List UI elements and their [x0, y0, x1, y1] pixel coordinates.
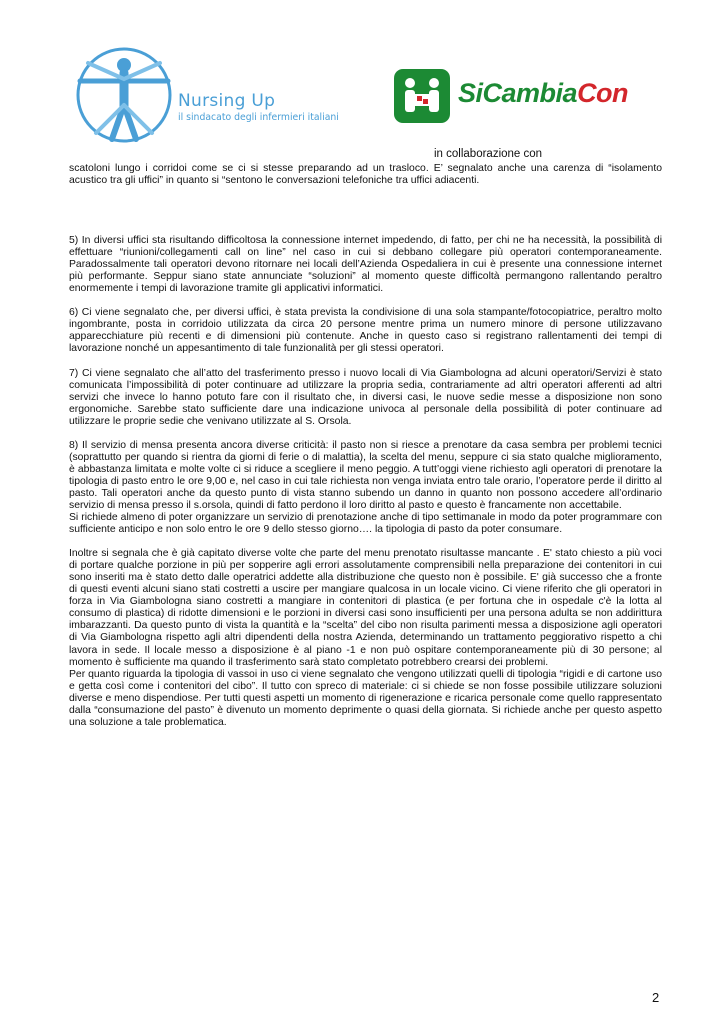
- paragraph-request: Si richiede almeno di poter organizzare un servizio di prenotazione anche di tipo settimanale in modo da poter programmare con sufficiente anticipo e non solo entro le ore 9 dello stesso giorno…. la tipologia di pasto da poter consumare.: [69, 512, 662, 536]
- vitruvian-man-icon: [74, 45, 174, 145]
- paragraph-point-8: 8) Il servizio di mensa presenta ancora diverse criticità: il pasto non si riesce a prenotare da casa sembra per problemi tecnici (soprattutto per quando si rientra da giorni di ferie o di malattia), la scelta del menu, seppure ci sia stato qualche miglioramento, è abbastanza limitata e molte volte ci si riduce a scegliere il meno peggio. A tutt’oggi viene richiesto agli operatori di prenotare la tipologia di pasto entro le ore 9,00 e, nel caso in cui tale richiesta non venga inviata entro tale orario, l’operatore perde il diritto al pasto. Tali operatori anche da questo punto di vista stanno subendo un danno in quanto non possono accedere all’ordinario servizio di mensa presso il s.orsola, quindi di fatto perdono il loro diritto al pasto e questo è francamente non accettabile.: [69, 439, 662, 511]
- paragraph-point-7: 7) Ci viene segnalato che all’atto del trasferimento presso i nuovo locali di Via Giambologna ad alcuni operatori/Servizi è stato comunicata l’impossibilità di poter continuare ad utilizzare la propria sedia, contrariamente ad altri operatori afferenti ad altri servizi che invece lo hanno potuto fare con il risultato che, in diversi casi, le nuove sedie messe a disposizione non sono ergonomiche. Sarebbe stato sufficiente dare una indicazione univoca al personale della possibilità di poter continuare ad utilizzare le proprie sedie che venivano utilizzate al S. Orsola.: [69, 367, 662, 427]
- nursing-up-brand: [178, 91, 339, 123]
- paragraph-point-5: 5) In diversi uffici sta risultando difficoltosa la connessione internet impedendo, di fatto, per chi ne ha necessità, la possibilità di effettuare “riunioni/collegamenti call on line” nel caso in cui si debbano collegare più operatori contemporaneamente. Paradossalmente tali operatori devono ritornare nei locali dell’Azienda Ospedaliera in cui è presente una connessione internet più performante. Seppur siano state annunciate “soluzioni” al momento queste difficoltà permangono rallentando peraltro enormemente i tempi di lavorazione tramite gli applicativi informatici.: [69, 235, 662, 295]
- paragraph-trays: Per quanto riguarda la tipologia di vassoi in uso ci viene segnalato che vengono utilizzati quelli di tipologia “rigidi e di cartone uso e getta così come i contenitori del cibo”. Il tutto con spreco di materiale: ci si chiede se non fosse possibile utilizzare soluzioni diverse e meno dispendiose. Per tutti questi aspetti un momento di rigenerazione e ricarica personale come quello rappresentato dalla “consumazione del pasto” è divenuto un momento deprimente o quasi della giornata. Si richiede anche per questo aspetto una soluzione a tale problematica.: [69, 668, 662, 728]
- paragraph-point-6: 6) Ci viene segnalato che, per diversi uffici, è stata prevista la condivisione di una sola stampante/fotocopiatrice, peraltro molto ingombrante, posta in corridoio utilizzata da circa 20 persone mentre prima un numero minore di persone utilizzavano apparecchiature più recenti e di dimensioni più contenute. Anche in questo caso si registrano rallentamenti dei tempi di lavorazione nonché un appesantimento di tale funzionalità per gli stessi operatori.: [69, 307, 662, 355]
- sicambiacon-wordmark: [458, 78, 628, 109]
- letterhead: [0, 0, 724, 165]
- page-number: 2: [652, 990, 660, 1005]
- sicambiacon-con: Con: [577, 78, 629, 108]
- sicambiacon-cambia: Cambia: [482, 78, 578, 108]
- document-body: [69, 163, 662, 729]
- paragraph-menu-issues: Inoltre si segnala che è già capitato diverse volte che parte del menu prenotato risultasse mancante . E' stato chiesto a più voci di portare qualche porzione in più per sopperire agli errori assolutamente comprensibili nella preparazione dei contenitori in cui sono inseriti ma è stato detto dalle operatrici addette alla distribuzione che questo non è possibile. E' già successo che a fronte di questi eventi alcuni siano stati costretti a uscire per mangiare qualcosa in un locale vicino. Ci viene riferito che gli operatori in forza in Via Giambologna siano costretti a mangiare in contenitori di plastica (e per fortuna che in ospedale c'è la lotta al consumo di plastica) di ridotte dimensioni e le porzioni in diversi casi sono insufficienti per una persona adulta se non addirittura imbarazzanti. Da questo punto di vista la quantità e la “scelta” del cibo non risulta parimenti messa a disposizione agli operatori di Via Giambologna rispetto agli altri dipendenti della nostra Azienda, determinando un trattamento peggiorativo rispetto a chi lavora in sede. Il locale messo a disposizione è al piano -1 e non può ospitare contemporaneamente più di 30 persone; al momento è sufficiente ma quando il trasferimento sarà stato completato potrebbero crearsi dei problemi.: [69, 548, 662, 668]
- sicambiacon-si: Si: [458, 78, 483, 108]
- nursing-up-subtitle: il sindacato degli infermieri italiani: [178, 112, 339, 123]
- people-puzzle-icon: [393, 68, 451, 124]
- paragraph-continuation: scatoloni lungo i corridoi come se ci si stesse preparando ad un trasloco. E’ segnalato anche una carenza di “isolamento acustico tra gli uffici” in quanto si “sentono le conversazioni telefoniche tra uffici adiacenti.: [69, 163, 662, 187]
- nursing-up-title: Nursing Up: [178, 91, 276, 111]
- collaboration-note: in collaborazione con: [434, 148, 543, 160]
